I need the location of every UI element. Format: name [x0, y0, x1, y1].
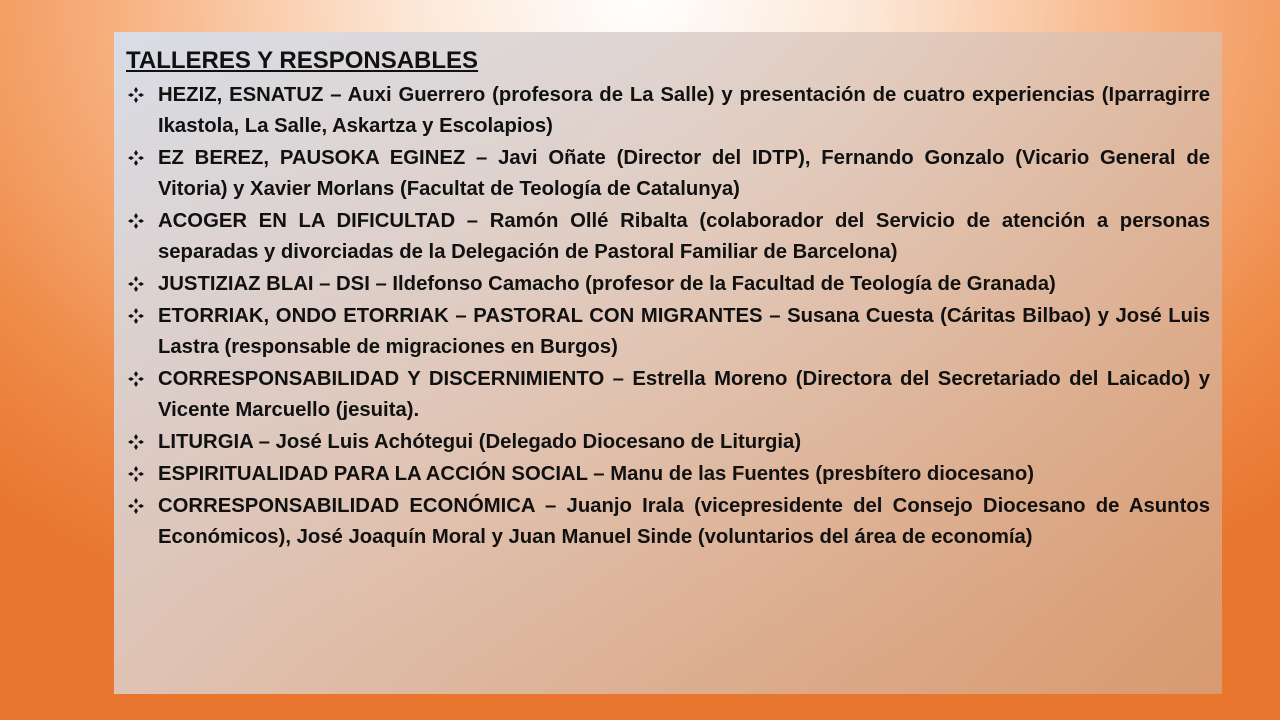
workshop-name: ESPIRITUALIDAD PARA LA ACCIÓN SOCIAL	[158, 463, 588, 485]
diamond-bullet-icon	[128, 143, 146, 174]
slide-title: TALLERES Y RESPONSABLES	[126, 47, 479, 74]
workshop-name: LITURGIA	[158, 431, 254, 453]
diamond-bullet-icon	[128, 80, 146, 111]
list-item	[124, 491, 1210, 553]
list-item	[124, 301, 1210, 363]
workshop-name: EZ BEREZ, PAUSOKA EGINEZ	[158, 147, 466, 169]
workshop-name: CORRESPONSABILIDAD Y DISCERNIMIENTO	[158, 368, 605, 390]
diamond-bullet-icon	[128, 459, 146, 490]
list-item	[124, 364, 1210, 426]
workshop-name: ETORRIAK, ONDO ETORRIAK – PASTORAL CON MIGRANTES	[158, 305, 763, 327]
list-item	[124, 80, 1210, 142]
list-item	[124, 269, 1210, 300]
workshop-responsables: – José Luis Achótegui (Delegado Diocesano de Liturgia)	[253, 431, 802, 453]
workshop-responsables: – Javi Oñate (Director del IDTP), Fernando Gonzalo (Vicario General de Vitoria) y Xavier Morlans (Facultat de Teología de Catalunya)	[158, 147, 1210, 200]
diamond-bullet-icon	[128, 206, 146, 237]
content-panel	[114, 32, 1222, 694]
workshop-name: CORRESPONSABILIDAD ECONÓMICA	[158, 495, 535, 517]
diamond-bullet-icon	[128, 269, 146, 300]
diamond-bullet-icon	[128, 364, 146, 395]
workshop-name: JUSTIZIAZ BLAI – DSI	[158, 273, 370, 295]
workshop-responsables: – Juanjo Irala (vicepresidente del Consejo Diocesano de Asuntos Económicos), José Joaquín Moral y Juan Manuel Sinde (voluntarios del área de economía)	[158, 495, 1210, 548]
diamond-bullet-icon	[128, 491, 146, 522]
workshop-name: HEZIZ, ESNATUZ	[158, 84, 324, 106]
workshop-responsables: – Estrella Moreno (Directora del Secretariado del Laicado) y Vicente Marcuello (jesuita).	[158, 368, 1210, 421]
workshop-list	[124, 80, 1210, 553]
list-item	[124, 427, 1210, 458]
workshop-responsables: – Ildefonso Camacho (profesor de la Facultad de Teología de Granada)	[369, 273, 1056, 295]
workshop-responsables: – Manu de las Fuentes (presbítero diocesano)	[587, 463, 1034, 485]
workshop-responsables: – Ramón Ollé Ribalta (colaborador del Servicio de atención a personas separadas y divorciadas de la Delegación de Pastoral Familiar de Barcelona)	[158, 210, 1210, 263]
list-item	[124, 459, 1210, 490]
workshop-name: ACOGER EN LA DIFICULTAD	[158, 210, 456, 232]
diamond-bullet-icon	[128, 301, 146, 332]
workshop-responsables: – Auxi Guerrero (profesora de La Salle) y presentación de cuatro experiencias (Iparragirre Ikastola, La Salle, Askartza y Escolapios)	[158, 84, 1211, 137]
list-item	[124, 143, 1210, 205]
diamond-bullet-icon	[128, 427, 146, 458]
list-item	[124, 206, 1210, 268]
workshop-responsables: – Susana Cuesta (Cáritas Bilbao) y José Luis Lastra (responsable de migraciones en Burgos)	[158, 305, 1210, 358]
